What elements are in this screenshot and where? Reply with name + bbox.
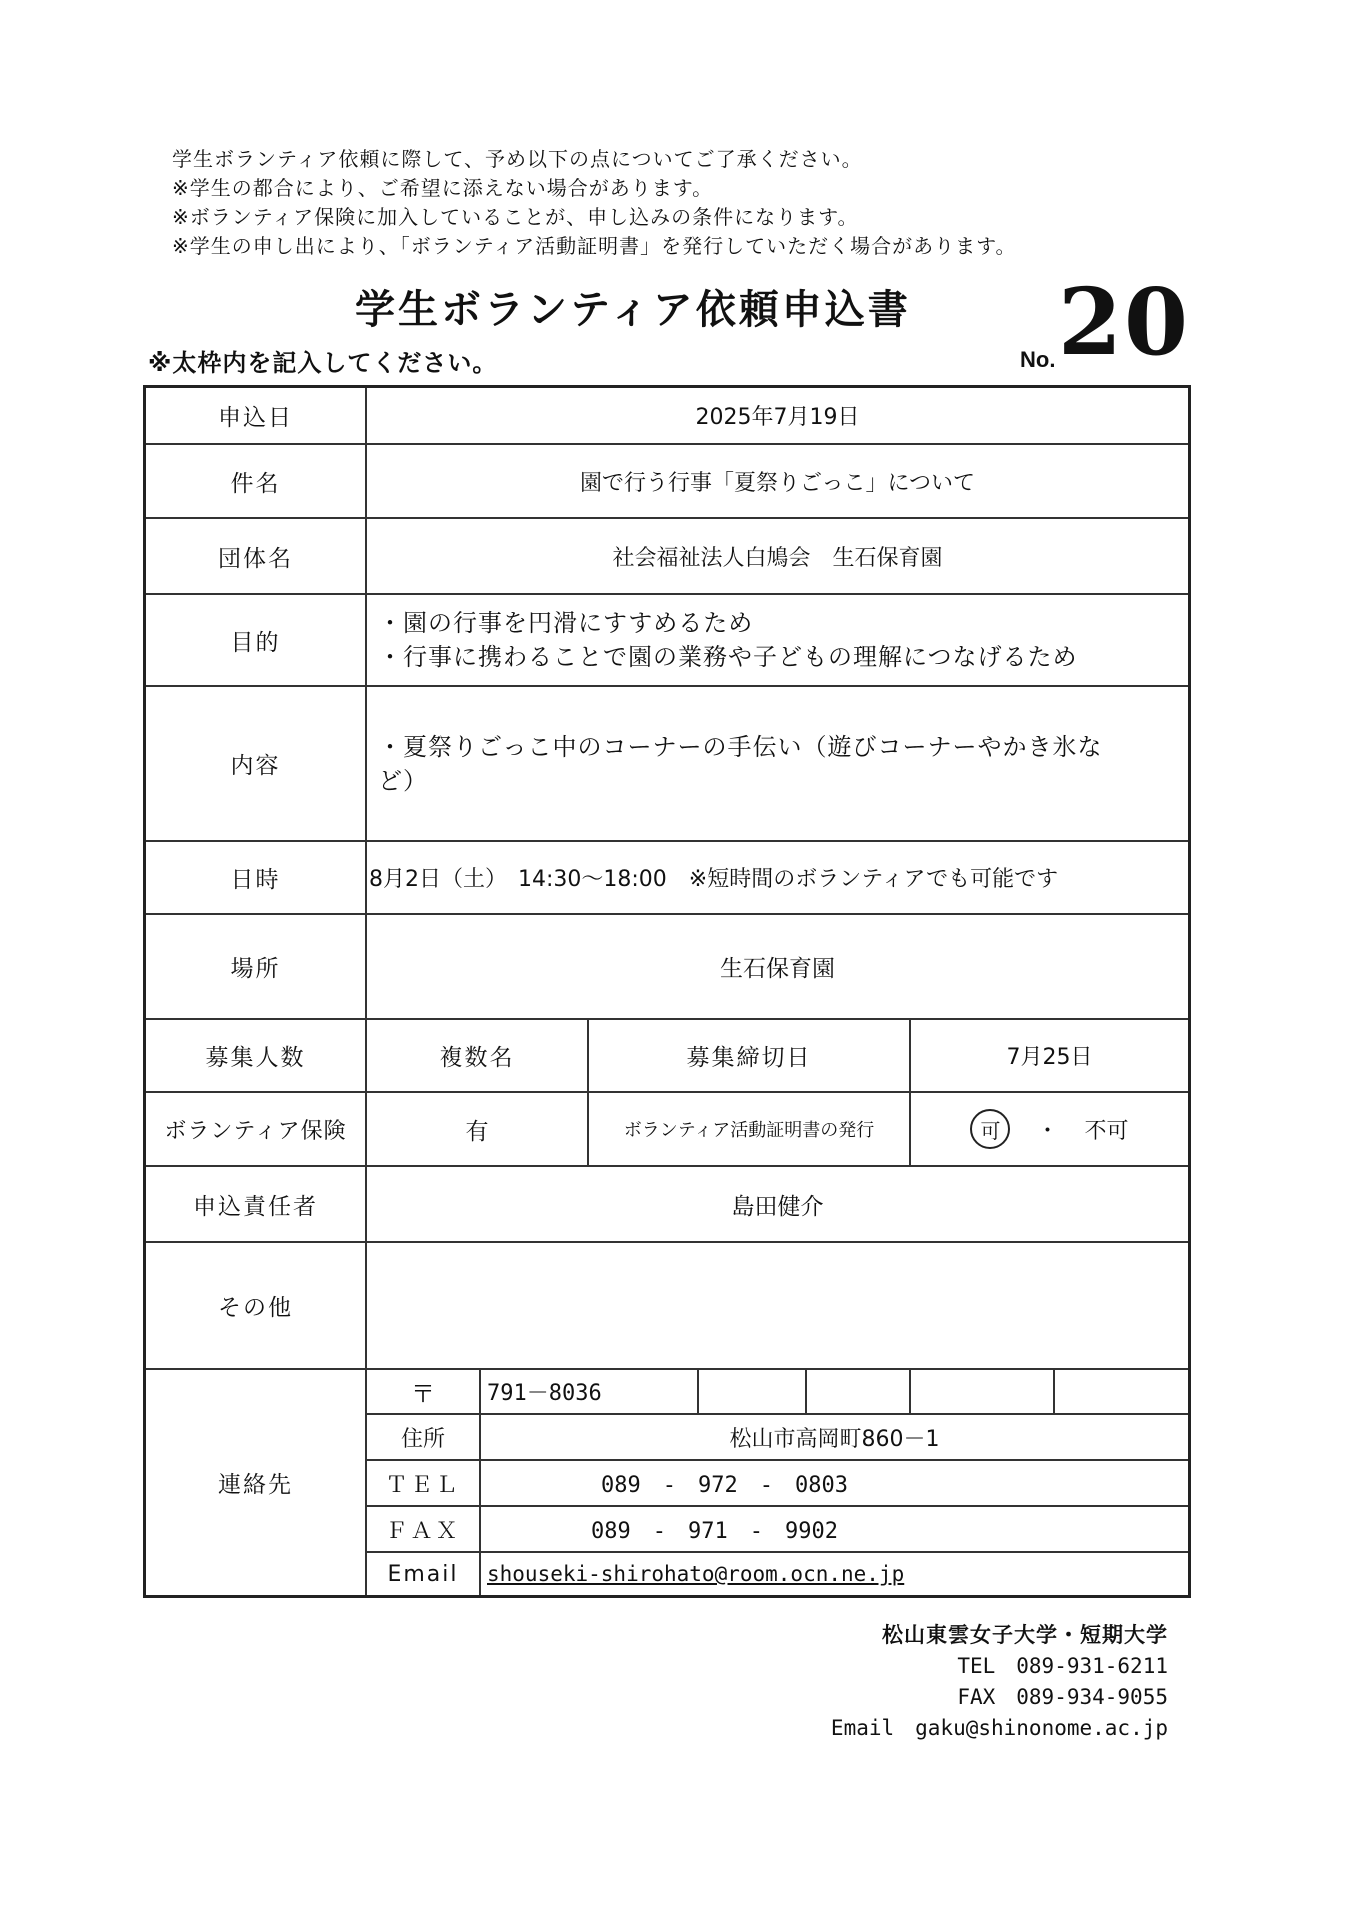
notice-line: ※学生の申し出により、「ボランティア活動証明書」を発行していただく場合があります。 bbox=[172, 234, 1017, 258]
email-value: shouseki-shirohato@room.ocn.ne.jp bbox=[487, 1562, 905, 1586]
place-value: 生石保育園 bbox=[720, 956, 835, 982]
content-line: ・夏祭りごっこ中のコーナーの手伝い（遊びコーナーやかき氷な bbox=[378, 732, 1103, 761]
contact-label: 連絡先 bbox=[218, 1472, 293, 1498]
notice-text bbox=[172, 145, 1017, 261]
fax-value: 089 - 971 - 9902 bbox=[591, 1518, 838, 1544]
notice-line: ※学生の都合により、ご希望に添えない場合があります。 bbox=[172, 176, 714, 200]
other-label: その他 bbox=[218, 1295, 293, 1321]
university-fax: FAX 089-934-9055 bbox=[957, 1685, 1168, 1709]
organization-label: 団体名 bbox=[218, 545, 293, 572]
purpose-line: ・園の行事を円滑にすすめるため bbox=[378, 609, 754, 637]
recruit-count-label: 募集人数 bbox=[205, 1045, 306, 1071]
application-date-label: 申込日 bbox=[218, 405, 293, 431]
university-tel: TEL 089-931-6211 bbox=[957, 1654, 1168, 1678]
place-label: 場所 bbox=[230, 956, 281, 982]
purpose-label: 目的 bbox=[230, 629, 281, 656]
datetime-label: 日時 bbox=[230, 867, 281, 893]
tel-value: 089 - 972 - 0803 bbox=[601, 1472, 848, 1498]
content-value bbox=[378, 687, 1178, 840]
notice-line: 学生ボランティア依頼に際して、予め以下の点についてご了承ください。 bbox=[172, 147, 863, 171]
fax-label: ＦＡＸ bbox=[385, 1518, 461, 1544]
subject-label: 件名 bbox=[230, 470, 281, 497]
address-value: 松山市高岡町860－1 bbox=[729, 1426, 940, 1452]
option-no: 不可 bbox=[1084, 1118, 1129, 1144]
university-email: Email gaku@shinonome.ac.jp bbox=[830, 1716, 1168, 1740]
address-label: 住所 bbox=[400, 1426, 445, 1452]
subject-value: 園で行う行事「夏祭りごっこ」について bbox=[579, 470, 976, 496]
tel-label: ＴＥＬ bbox=[385, 1472, 461, 1498]
postal-mark: 〒 bbox=[411, 1380, 435, 1408]
university-name: 松山東雲女子大学・短期大学 bbox=[882, 1623, 1168, 1647]
fill-instruction: ※太枠内を記入してください。 bbox=[148, 349, 498, 377]
form-title: 学生ボランティア依頼申込書 bbox=[355, 287, 911, 333]
option-yes-circled: 可 bbox=[970, 1109, 1010, 1149]
certificate-label: ボランティア活動証明書の発行 bbox=[623, 1120, 875, 1141]
content-line: ど） bbox=[378, 766, 428, 795]
option-separator: ・ bbox=[1036, 1118, 1059, 1144]
insurance-label: ボランティア保険 bbox=[164, 1118, 347, 1144]
certificate-options bbox=[911, 1093, 1188, 1165]
other-value bbox=[367, 1243, 1188, 1368]
deadline-value: 7月25日 bbox=[1006, 1045, 1093, 1070]
purpose-value bbox=[378, 595, 1178, 685]
application-form bbox=[143, 385, 1191, 1598]
datetime-value: 8月2日（土） 14:30～18:00 ※短時間のボランティアでも可能です bbox=[369, 867, 1059, 892]
insurance-value: 有 bbox=[465, 1118, 489, 1145]
notice-line: ※ボランティア保険に加入していることが、申し込みの条件になります。 bbox=[172, 205, 859, 229]
responsible-value: 島田健介 bbox=[731, 1193, 824, 1220]
number-value: 20 bbox=[1058, 268, 1191, 376]
deadline-label: 募集締切日 bbox=[686, 1045, 812, 1071]
application-date-value: 2025年7月19日 bbox=[695, 405, 860, 430]
responsible-label: 申込責任者 bbox=[193, 1193, 318, 1220]
number-label: No. bbox=[1020, 347, 1056, 372]
organization-value: 社会福祉法人白鳩会 生石保育園 bbox=[612, 545, 943, 571]
purpose-line: ・行事に携わることで園の業務や子どもの理解につなげるため bbox=[378, 643, 1078, 671]
university-contact bbox=[831, 1620, 1168, 1744]
email-label: Email bbox=[387, 1561, 459, 1587]
recruit-count-value: 複数名 bbox=[439, 1045, 515, 1071]
postal-code: 791－8036 bbox=[487, 1381, 602, 1406]
content-label: 内容 bbox=[230, 753, 281, 779]
